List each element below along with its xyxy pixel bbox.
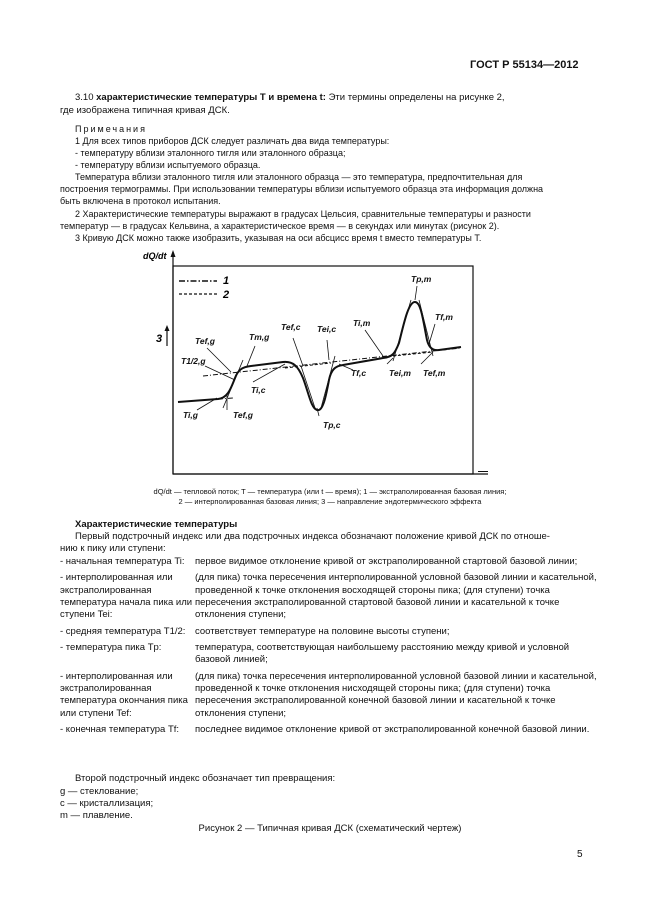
- figure-legend-line1: dQ/dt — тепловой поток; T — температура (или t — время); 1 — экстраполированная базовая линия;: [153, 487, 507, 496]
- pointer-teim: [387, 358, 393, 364]
- pointer-tefm: [421, 352, 433, 364]
- definition-term: - интерполированная или экстраполированная температура окончания пика или ступени Tef:: [60, 670, 188, 719]
- pointer-lines: [197, 286, 435, 416]
- label-tefm: Tef,m: [423, 368, 446, 378]
- label-tig: Ti,g: [183, 410, 198, 420]
- char-temps-intro1: Первый подстрочный индекс или два подстрочных индекса обозначают положение кривой ДСК по отноше-: [75, 531, 550, 542]
- index-g: g — стеклование;: [60, 786, 139, 797]
- pointer-tpm: [415, 286, 417, 300]
- label-tefg: Tef,g: [195, 336, 215, 346]
- note-2a: 2 Характеристические температуры выражают в градусах Цельсия, сравнительные температуры и разности: [75, 209, 531, 219]
- page-number: 5: [577, 849, 583, 860]
- y-axis-arrowhead: [171, 250, 176, 257]
- label-tpm: Tp,m: [411, 274, 432, 284]
- notes-heading: Примечания: [75, 124, 147, 134]
- section-line2: где изображена типичная кривая ДСК.: [60, 105, 230, 116]
- legend-label-1: 1: [223, 275, 230, 287]
- dsc-figure: [143, 248, 493, 480]
- dsc-chart: [143, 248, 493, 480]
- tangent-cryst-down: [301, 366, 315, 408]
- definition-term: - температура пика Tp:: [60, 642, 162, 654]
- endo-direction-label: 3: [156, 333, 163, 345]
- label-tefg2: Tef,g: [233, 410, 253, 420]
- endo-direction-arrowhead: [165, 325, 170, 331]
- note-p1: Температура вблизи эталонного тигля или эталонного образца — это температура, предпочтительная для: [75, 172, 523, 182]
- figure-title: Рисунок 2 — Типичная кривая ДСК (схематический чертеж): [198, 823, 462, 834]
- definition-term: - конечная температура Tf:: [60, 724, 180, 736]
- char-temps-intro2: нию к пику или ступени:: [60, 543, 166, 554]
- legend-label-2: 2: [223, 289, 230, 301]
- note-1: 1 Для всех типов приборов ДСК следует различать два вида температуры:: [75, 136, 390, 146]
- second-index-intro: Второй подстрочный индекс обозначает тип превращения:: [75, 773, 336, 784]
- note-1a: - температуру вблизи эталонного тигля или эталонного образца;: [75, 148, 346, 158]
- label-tefc: Tef,c: [281, 322, 301, 332]
- char-temps-heading: Характеристические температуры: [75, 519, 238, 530]
- definition-desc: соответствует температуре на половине высоты ступени;: [195, 625, 450, 637]
- label-teim: Tei,m: [389, 368, 411, 378]
- label-tfm: Tf,m: [435, 312, 453, 322]
- section-3-10: [60, 92, 600, 104]
- definition-row: [60, 572, 600, 621]
- pointer-tic: [253, 364, 285, 382]
- definition-row: [60, 671, 600, 720]
- tangent-melt-down: [419, 300, 433, 356]
- pointer-tefc: [293, 338, 303, 366]
- label-tfc: Tf,c: [351, 368, 367, 378]
- definition-row: [60, 642, 600, 667]
- tangent-cryst-up: [321, 356, 335, 408]
- section-title: характеристические температуры T и времена t:: [96, 92, 326, 103]
- label-tmg: Tm,g: [249, 332, 270, 342]
- note-1b: - температуру вблизи испытуемого образца.: [75, 160, 261, 170]
- y-axis-label: dQ/dt: [143, 251, 167, 261]
- pointer-tfm: [429, 324, 435, 344]
- definition-desc: (для пика) точка пересечения интерполированной условной базовой линии и касательной, проведенной к точке отклонения восходящей стороны пика; (для ступени) точка пересечения экстраполированной стартовой базовой линии и касательной к точке отклонения ступени;: [195, 572, 597, 621]
- dsc-curve: [178, 302, 461, 410]
- note-p2: построения термограммы. При использовании температуры вблизи испытуемого образца эта информация должна: [60, 184, 544, 194]
- definition-desc: температура, соответствующая наибольшему расстоянию между кривой и условной базовой линией;: [195, 642, 570, 666]
- definitions-table: [60, 556, 600, 740]
- definition-row: [60, 626, 600, 638]
- note-p3: быть включена в протокол испытания.: [60, 196, 221, 206]
- tangent-melt-up: [393, 300, 411, 361]
- definition-term: - интерполированная или экстраполированная температура начала пика или ступени Tei:: [60, 572, 193, 621]
- pointer-teic: [327, 340, 329, 360]
- note-2b: температур — в градусах Кельвина, а характеристическое время — в секундах или минутах (рисунок 2).: [60, 221, 500, 231]
- section-text: Эти термины определены на рисунке 2,: [328, 92, 505, 103]
- label-tic: Ti,c: [251, 385, 266, 395]
- definition-term: - начальная температура Ti:: [60, 556, 185, 567]
- label-tim: Ti,m: [353, 318, 371, 328]
- definition-row: [60, 724, 600, 736]
- section-number: 3.10: [75, 92, 94, 103]
- label-t12g: T1/2,g: [181, 356, 206, 366]
- definition-row: [60, 556, 600, 568]
- pointer-tmg: [247, 346, 255, 366]
- figure-legend-line2: 2 — интерполированная базовая линия; 3 — направление эндотермического эффекта: [178, 497, 482, 506]
- standard-header: ГОСТ Р 55134—2012: [470, 59, 579, 71]
- note-3: 3 Кривую ДСК можно также изобразить, указывая на оси абсцисс время t вместо температуры T.: [75, 233, 482, 243]
- label-tpc: Tp,c: [323, 420, 341, 430]
- label-teic: Tei,c: [317, 324, 337, 334]
- pointer-tim: [365, 330, 383, 356]
- definition-desc: последнее видимое отклонение кривой от экстраполированной конечной базовой линии.: [195, 724, 590, 736]
- definition-term: - средняя температура T1/2:: [60, 625, 186, 637]
- index-m: m — плавление.: [60, 810, 133, 821]
- definition-desc: первое видимое отклонение кривой от экстраполированной стартовой базовой линии;: [195, 556, 578, 567]
- index-c: c — кристаллизация;: [60, 798, 154, 809]
- definition-desc: (для пика) точка пересечения интерполированной условной базовой линии и касательной, проведенной к точке отклонения нисходящей стороны пика; (для ступени) точка пересечения экстраполированной конечной базовой линии и касательной к точке отклонения ступени;: [195, 670, 597, 719]
